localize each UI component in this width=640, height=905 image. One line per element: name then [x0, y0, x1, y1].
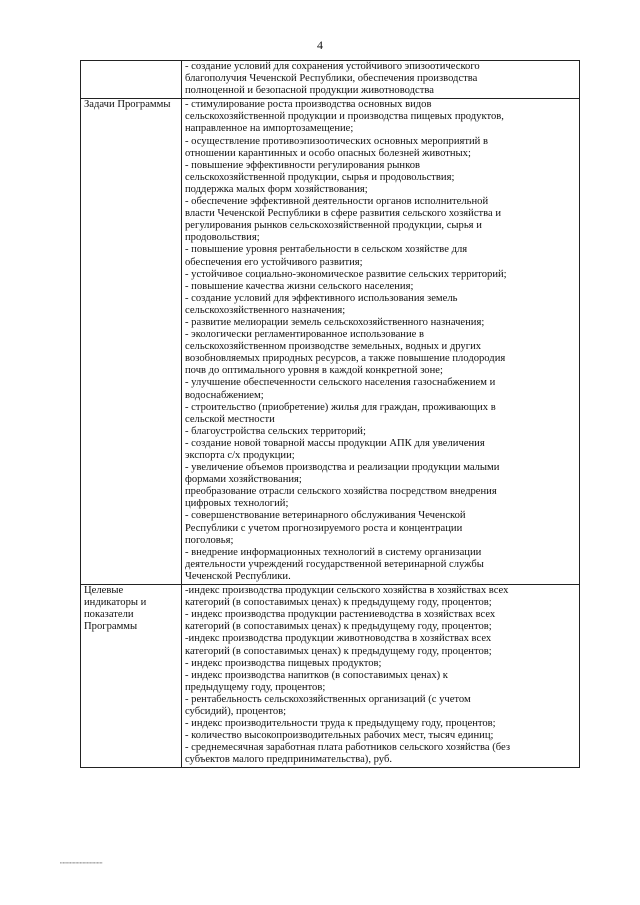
content-line: формами хозяйствования;	[185, 474, 302, 486]
content-line: экспорта с/х продукции;	[185, 450, 295, 461]
content-line: - повышение эффективности регулирования рынков	[185, 159, 420, 171]
content-line: сельскохозяйственной продукции и производства пищевых продуктов,	[185, 111, 504, 123]
content-line: - индекс производства напитков (в сопоставимых ценах) к	[185, 669, 448, 681]
content-line: субъектов малого предпринимательства), руб.	[185, 754, 392, 766]
row-content	[182, 99, 580, 585]
row-label: Задачи Программы	[81, 99, 182, 585]
content-line: - внедрение информационных технологий в систему организации	[185, 546, 482, 558]
content-line: - количество высокопроизводительных рабочих мест, тысяч единиц;	[185, 730, 494, 742]
row-label	[81, 61, 182, 99]
content-line: - совершенствование ветеринарного обслуживания Чеченской	[185, 510, 466, 522]
content-line: - рентабельность сельскохозяйственных организаций (с учетом	[185, 693, 471, 705]
content-line: - благоустройства сельских территорий;	[185, 425, 366, 437]
content-line: категорий (в сопоставимых ценах) к предыдущему году, процентов;	[185, 597, 492, 609]
content-line: - создание условий для эффективного использования земель	[185, 292, 458, 304]
content-line: -индекс производства продукции сельского хозяйства в хозяйствах всех	[185, 585, 509, 597]
page-number: 4	[317, 38, 323, 52]
table-row	[81, 61, 580, 99]
content-line: цифровых технологий;	[185, 498, 289, 510]
table-row	[81, 585, 580, 768]
content-line: Чеченской Республики.	[185, 570, 291, 582]
content-line: - создание новой товарной массы продукции АПК для увеличения	[185, 437, 485, 449]
row-label: Целевые индикаторы и показатели Программы	[81, 585, 182, 768]
content-line: возобновляемых природных ресурсов, а также повышение плодородия	[185, 353, 506, 365]
content-line: - индекс производительности труда к предыдущему году, процентов;	[185, 718, 496, 730]
content-line: - увеличение объемов производства и реализации продукции малыми	[185, 462, 500, 474]
row-content	[182, 61, 580, 99]
content-line: - индекс производства пищевых продуктов;	[185, 657, 382, 669]
table-body	[81, 61, 580, 768]
content-line: направленное на импортозамещение;	[185, 123, 354, 135]
content-line: сельскохозяйственного назначения;	[185, 304, 346, 316]
content-line: - повышение качества жизни сельского населения;	[185, 280, 414, 292]
content-line: категорий (в сопоставимых ценах) к предыдущему году, процентов;	[185, 645, 492, 657]
content-line: - повышение уровня рентабельности в сельском хозяйстве для	[185, 244, 468, 256]
content-line: полноценной и безопасной продукции животноводства	[185, 85, 434, 97]
content-line: -индекс производства продукции животноводства в хозяйствах всех	[185, 633, 492, 645]
content-line: сельскохозяйственном производстве земельных, водных и других	[185, 341, 482, 353]
content-line: продовольствия;	[185, 232, 260, 244]
content-line: преобразование отрасли сельского хозяйства посредством внедрения	[185, 486, 497, 498]
content-line: - экологически регламентированное использование в	[185, 329, 424, 341]
program-passport-table	[80, 60, 580, 768]
content-line: Республики с учетом прогнозируемого роста и концентрации	[185, 522, 463, 534]
content-line: - обеспечение эффективной деятельности органов исполнительной	[185, 196, 489, 208]
content-line: - устойчивое социально-экономическое развитие сельских территорий;	[185, 268, 507, 280]
row-content	[182, 585, 580, 768]
content-line: - индекс производства продукции растениеводства в хозяйствах всех	[185, 609, 496, 621]
table-row	[81, 99, 580, 585]
content-line: власти Чеченской Республики в сфере развития сельского хозяйства и	[185, 208, 502, 220]
content-line: почв до оптимального уровня в каждой конкретной зоне;	[185, 365, 443, 377]
content-line: обеспечения его устойчивого развития;	[185, 256, 363, 268]
content-line: сельской местности	[185, 413, 275, 425]
content-line: поддержка малых форм хозяйствования;	[185, 183, 368, 195]
content-line: предыдущему году, процентов;	[185, 681, 326, 693]
footer-file-path: ▪▪▪▪▪▪▪▪▪▪▪▪▪▪▪▪▪▪▪▪▪▪▪▪▪▪▪▪▪▪	[60, 860, 103, 865]
content-line: водоснабжением;	[185, 389, 264, 401]
content-line: - улучшение обеспеченности сельского населения газоснабжением и	[185, 377, 496, 389]
content-line: - среднемесячная заработная плата работников сельского хозяйства (без	[185, 742, 511, 754]
content-line: - осуществление противоэпизоотических основных мероприятий в	[185, 135, 488, 147]
content-line: категорий (в сопоставимых ценах) к предыдущему году, процентов;	[185, 621, 492, 633]
content-line: благополучия Чеченской Республики, обеспечения производства	[185, 73, 478, 85]
content-line: - стимулирование роста производства основных видов	[185, 99, 432, 111]
content-line: субсидий), процентов;	[185, 705, 287, 717]
content-line: - развитие мелиорации земель сельскохозяйственного назначения;	[185, 316, 485, 328]
content-line: отношении карантинных и особо опасных болезней животных;	[185, 147, 471, 159]
content-line: регулирования рынков сельскохозяйственной продукции, сырья и	[185, 220, 482, 232]
content-line: поголовья;	[185, 534, 234, 546]
content-line: сельскохозяйственной продукции, сырья и продовольствия;	[185, 171, 455, 183]
content-line: деятельности учреждений государственной ветеринарной службы	[185, 558, 484, 570]
content-line: - строительство (приобретение) жилья для граждан, проживающих в	[185, 401, 496, 413]
content-line: - создание условий для сохранения устойчивого эпизоотического	[185, 61, 480, 72]
